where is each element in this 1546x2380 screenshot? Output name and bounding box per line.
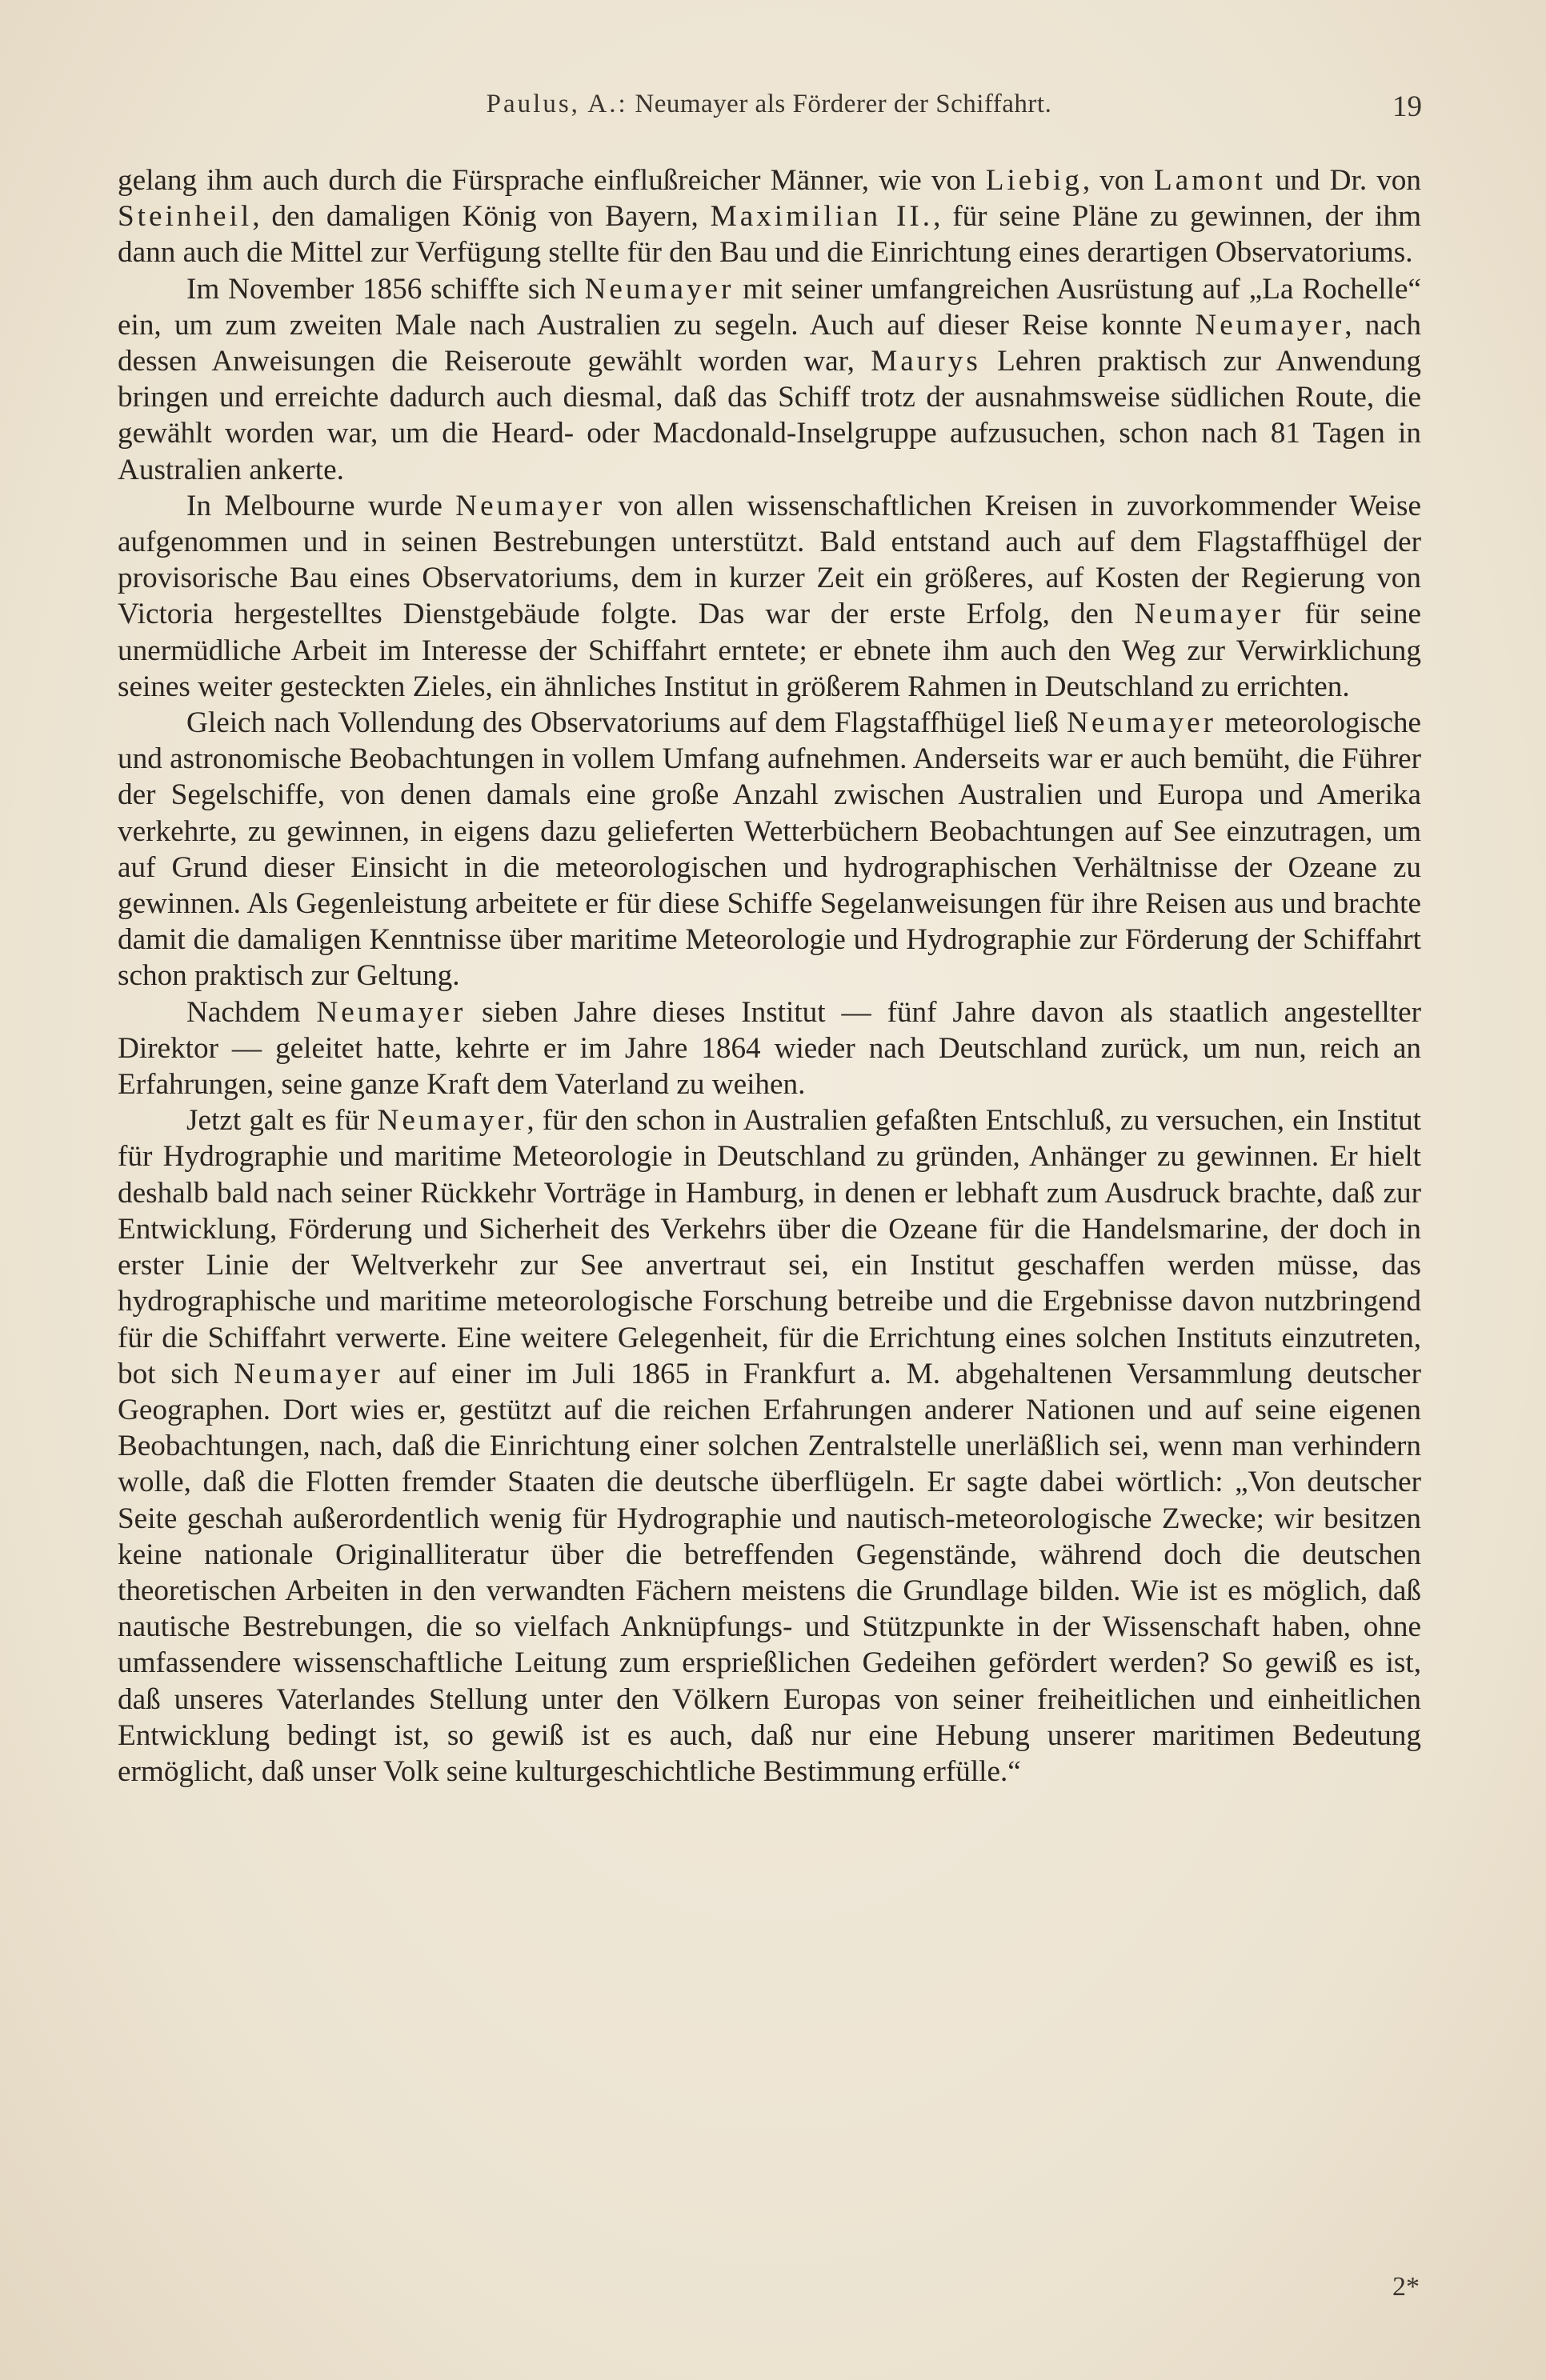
emphasized-name: Neumayer — [1134, 598, 1284, 631]
text-run: meteorologische und astronomische Beobachtungen in vollem Umfang aufnehmen. Anderseits war er auch bemüht, die Führer der Segelschiffe, von denen damals eine große Anzahl zwischen Australien und Europa und Amerika verkehrte, zu gewinnen, in eigens dazu gelieferten Wetterbüchern Beobachtungen auf See einzutragen, um auf Grund dieser Einsicht in die meteorologischen und hydrographischen Verhältnisse der Ozeane zu gewinnen. Als Gegenleistung arbeitete er für diese Schiffe Segelanweisungen für ihre Reisen aus und brachte damit die damaligen Kenntnisse über maritime Meteorologie und Hydrographie zur Förderung der Schiffahrt schon praktisch zur Geltung. — [118, 706, 1421, 993]
emphasized-name: Neumayer — [377, 1104, 527, 1138]
header-title: Neumayer als Förderer der Schiffahrt. — [635, 90, 1052, 118]
body-text — [118, 162, 1421, 1790]
page-number: 19 — [1392, 90, 1422, 123]
text-run: In Melbourne wurde — [186, 489, 456, 522]
text-run: auf einer im Juli 1865 in Frankfurt a. M. abgehaltenen Versammlung deutscher Geographen. Dort wies er, gestützt auf die reichen Erfahrungen anderer Nationen und auf seine eigenen Beobachtungen, nach, daß die Einrichtung einer solchen Zentralstelle unerläßlich sei, wenn man verhindern wolle, daß die Flotten fremder Staaten die deutsche überflügeln. Er sagte dabei wörtlich: „Von deutscher Seite geschah außerordentlich wenig für Hydrographie und nautisch-meteorologische Zwecke; wir besitzen keine nationale Originalliteratur über die betreffenden Gegenstände, während doch die deutschen theoretischen Arbeiten in den verwandten Fächern meistens die Grundlage bilden. Wie ist es möglich, daß nautische Bestrebungen, die so vielfach Anknüpfungs- und Stützpunkte in der Wissenschaft haben, ohne umfassendere wissenschaftliche Leitung zum ersprießlichen Gedeihen gefördert werden? So gewiß es ist, daß unseres Vaterlandes Stellung unter den Völkern Europas von seiner freiheitlichen und einheitlichen Entwicklung bedingt ist, so gewiß ist es auch, daß nur eine Hebung unserer maritimen Bedeutung ermöglicht, daß unser Volk seine kulturgeschichtliche Bestimmung erfülle.“ — [118, 1357, 1421, 1788]
emphasized-name: Liebig — [985, 164, 1083, 197]
text-run: Gleich nach Vollendung des Observatoriums auf dem Flagstaffhügel ließ — [186, 706, 1067, 740]
emphasized-name: Steinheil — [118, 200, 253, 234]
text-run: Im November 1856 schiffte sich — [186, 272, 585, 306]
text-run: Nachdem — [186, 995, 317, 1029]
running-title — [116, 90, 1422, 119]
emphasized-name: Neumayer — [1195, 308, 1345, 342]
text-run: und Dr. von — [1265, 164, 1421, 197]
text-run: gelang ihm auch durch die Fürsprache einflußreicher Männer, wie von — [118, 164, 986, 197]
text-run: für seine unermüdliche Arbeit im Interesse der Schiffahrt erntete; er ebnete ihm auch den Weg zur Verwirklichung seines weiter gesteckten Zieles, ein ähnliches Institut in größerem Rahmen in Deutschland zu errichten. — [118, 598, 1421, 703]
text-run: , für den schon in Australien gefaßten Entschluß, zu versuchen, ein Institut für Hydrographie und maritime Meteorologie in Deutschland zu gründen, Anhänger zu gewinnen. Er hielt deshalb bald nach seiner Rückkehr Vorträge in Hamburg, in denen er lebhaft zum Ausdruck brachte, daß zur Entwicklung, Förderung und Sicherheit des Verkehrs über die Ozeane für die Handelsmarine, der doch in erster Linie der Weltverkehr zur See anvertraut sei, ein Institut geschaffen werden müsse, das hydrographische und maritime meteorologische Forschung betreibe und die Ergebnisse davon nutzbringend für die Schiffahrt verwerte. Eine weitere Gelegenheit, für die Errichtung eines solchen Instituts einzutreten, bot sich — [118, 1104, 1421, 1390]
paragraph — [118, 162, 1421, 271]
text-run: von allen wissenschaftlichen Kreisen in zuvorkommender Weise aufgenommen und in seinen Bestrebungen unterstützt. Bald entstand auch auf dem Flagstaffhügel der provisorische Bau eines Observatoriums, dem in kurzer Zeit ein größeres, auf Kosten der Regierung von Victoria hergestelltes Dienstgebäude folgte. Das war der erste Erfolg, den — [118, 489, 1421, 631]
signature-mark: 2* — [1392, 2272, 1420, 2302]
paragraph — [118, 705, 1421, 994]
emphasized-name: Neumayer — [234, 1357, 383, 1390]
text-run: , nach dessen Anweisungen die Reiseroute gewählt worden war, — [118, 308, 1421, 378]
text-run: Lehren praktisch zur Anwendung bringen und erreichte dadurch auch diesmal, daß das Schiff trotz der ausnahmsweise südlichen Route, die gewählt worden war, um die Heard- oder Macdonald-Inselgruppe aufzusuchen, schon nach 81 Tagen in Australien ankerte. — [118, 345, 1421, 486]
emphasized-name: Neumayer — [584, 272, 735, 306]
emphasized-name: Neumayer — [1067, 706, 1216, 740]
emphasized-name: Maximilian II. — [710, 200, 934, 234]
emphasized-name: Lamont — [1154, 164, 1266, 197]
paragraph — [118, 488, 1421, 705]
text-run: Jetzt galt es für — [186, 1104, 378, 1138]
emphasized-name: Neumayer — [316, 995, 467, 1029]
emphasized-name: Maurys — [871, 345, 981, 378]
paragraph — [118, 994, 1421, 1103]
text-run: sieben Jahre dieses Institut — fünf Jahre davon als staatlich angestellter Direktor — geleitet hatte, kehrte er im Jahre 1864 wieder nach Deutschland zurück, um nun, reich an Erfahrungen, seine ganze Kraft dem Vaterland zu weihen. — [118, 995, 1421, 1102]
paragraph — [118, 1102, 1421, 1790]
running-header — [116, 90, 1422, 130]
text-run: , von — [1082, 164, 1155, 197]
header-author: Paulus, A.: — [486, 90, 628, 118]
paragraph — [118, 271, 1421, 488]
text-run: , den damaligen König von Bayern, — [252, 200, 711, 234]
text-run: , für seine Pläne zu gewinnen, der ihm dann auch die Mittel zur Verfügung stellte für den Bau und die Einrichtung eines derartigen Observatoriums. — [118, 200, 1421, 270]
text-run: mit seiner umfangreichen Ausrüstung auf „La Rochelle“ ein, um zum zweiten Male nach Australien zu segeln. Auch auf dieser Reise konnte — [118, 272, 1421, 342]
emphasized-name: Neumayer — [455, 489, 606, 522]
